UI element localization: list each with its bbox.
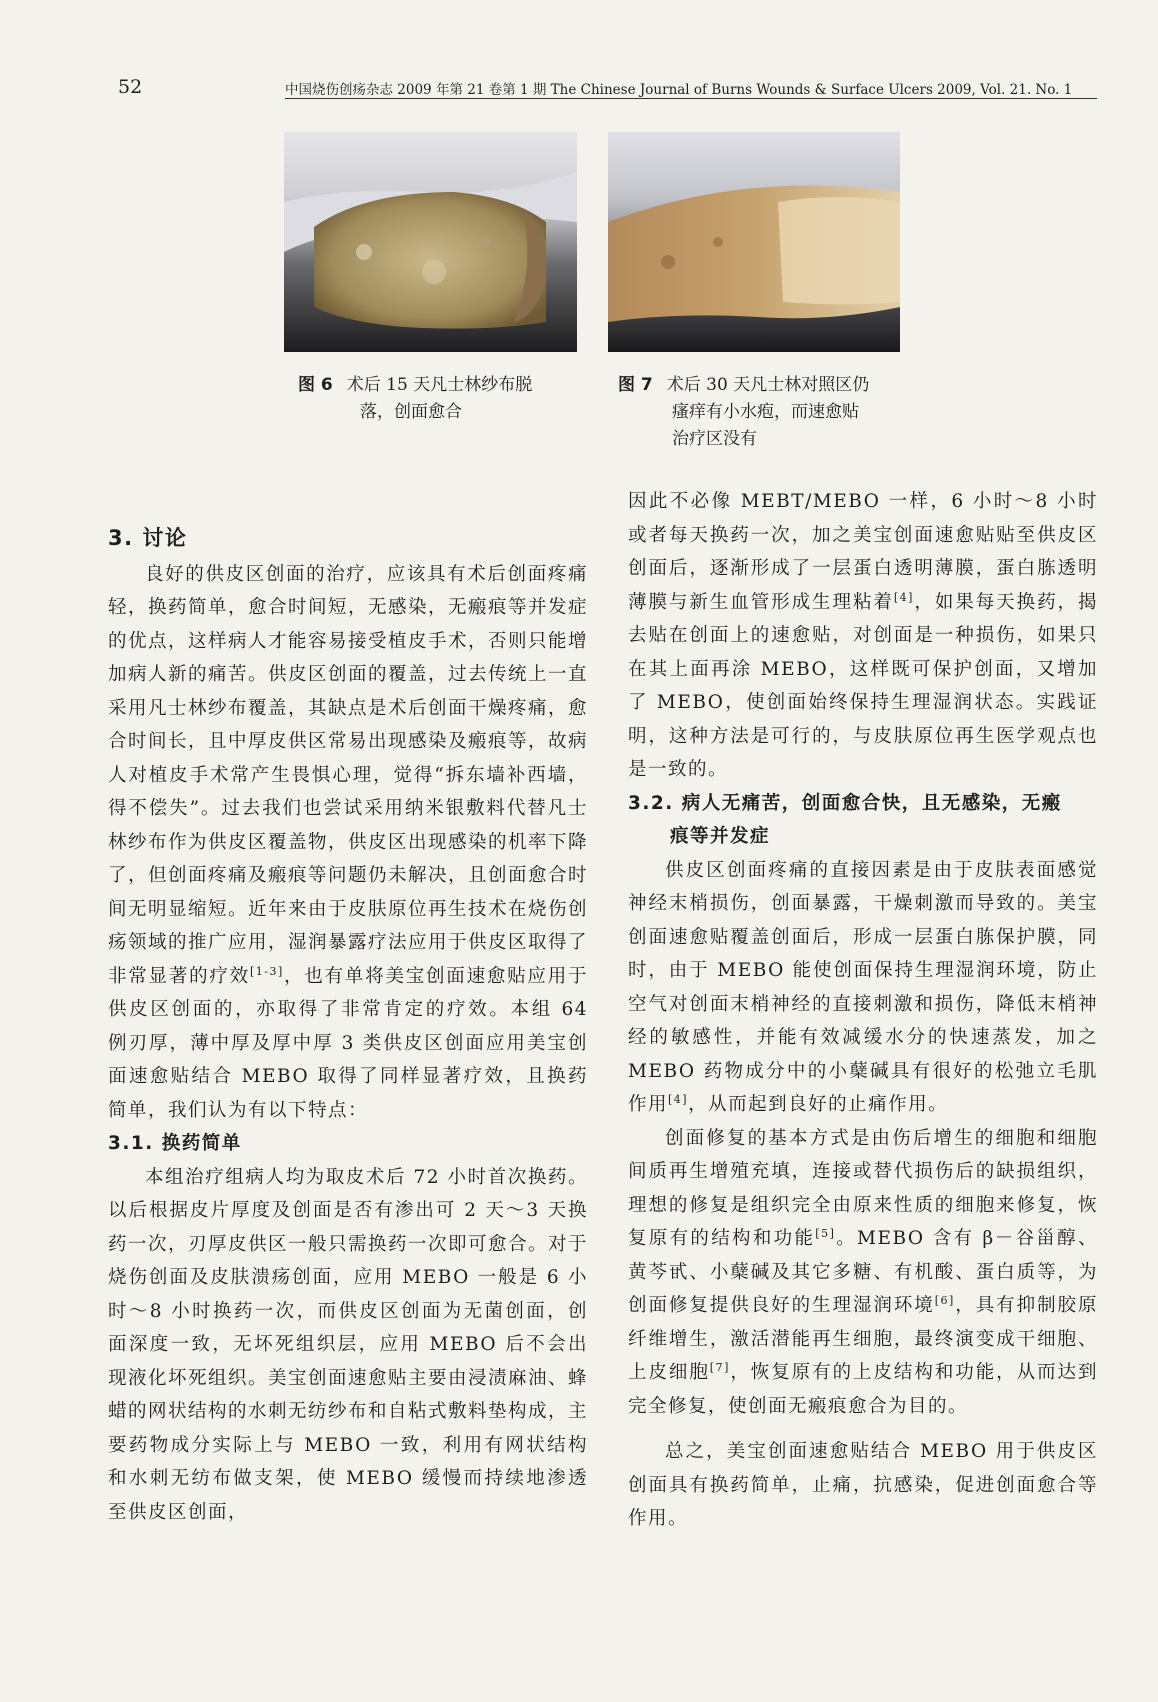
figure-7-photo [608,132,900,352]
figure-6-caption [298,372,608,426]
running-header: 中国烧伤创疡杂志 2009 年第 21 卷第 1 期 The Chinese Journal of Burns Wounds & Surface Ulcers 2009, Vol. 21. No. 1 [285,82,1073,98]
figure-6-caption-line2: 落，创面愈合 [360,402,462,422]
figure-7-caption-line3: 治疗区没有 [672,429,757,449]
figure-7-caption-line1: 术后 30 天凡士林对照区仍 [666,375,870,395]
subsection-3-1-continued: 因此不必像 MEBT/MEBO 一样，6 小时～8 小时或者每天换药一次，加之美宝创面速愈贴贴至供皮区创面后，逐渐形成了一层蛋白透明薄膜，蛋白胨透明薄膜与新生血管形成生理粘着[4]，如果每天换药，揭去贴在创面上的速愈贴，对创面是一种损伤，如果只在其上面再涂 MEBO，这样既可保护创面，又增加了 MEBO，使创面始终保持生理湿润状态。实践证明，这种方法是可行的，与皮肤原位再生医学观点也是一致的。 [628,491,1098,780]
citation-5: [5] [815,1226,836,1240]
right-column [628,485,1098,1536]
conclusion-paragraph: 总之，美宝创面速愈贴结合 MEBO 用于供皮区创面具有换药简单，止痛，抗感染，促进创面愈合等作用。 [628,1441,1098,1529]
section-heading-discussion: 3. 讨论 [108,526,188,550]
subsection-3-2-paragraph-1: 供皮区创面疼痛的直接因素是由于皮肤表面感觉神经末梢损伤，创面暴露，干燥刺激而导致的。美宝创面速愈贴覆盖创面后，形成一层蛋白胨保护膜，同时，由于 MEBO 能使创面保持生理湿润环境，防止空气对创面末梢神经的直接刺激和损伤，降低末梢神经的敏感性，并能有效减缓水分的快速蒸发，加之 MEBO 药物成分中的小蘖碱具有很好的松弛立毛肌作用[4]，从而起到良好的止痛作用。 [628,859,1098,1115]
citation-1-3: [1-3] [249,964,284,978]
subsection-heading-3-2-line1: 3.2. 病人无痛苦，创面愈合快，且无感染，无瘢 [628,792,1062,814]
citation-6: [6] [934,1293,955,1307]
header-rule [285,98,1097,99]
subsection-heading-3-2 [628,787,1098,854]
subsection-3-1-paragraph: 本组治疗组病人均为取皮术后 72 小时首次换药。以后根据皮片厚度及创面是否有渗出可 2 天～3 天换药一次，刃厚皮供区一般只需换药一次即可愈合。对于烧伤创面及皮肤溃疡创面，应用 MEBO 一般是 6 小时～8 小时换药一次，而供皮区创面为无菌创面，创面深度一致，无坏死组织层，应用 MEBO 后不会出现液化坏死组织。美宝创面速愈贴主要由浸渍麻油、蜂蜡的网状结构的水刺无纺纱布和自粘式敷料垫构成，主要药物成分实际上与 MEBO 一致，利用有网状结构和水刺无纺布做支架，使 MEBO 缓慢而持续地渗透至供皮区创面， [108,1166,589,1523]
figure-7-caption [618,372,918,453]
citation-4b: [4] [668,1092,689,1106]
figure-6-photo [284,132,577,352]
figure-7-label: 图 7 [618,375,653,395]
page-number: 52 [118,76,143,98]
figure-7-caption-line2: 瘙痒有小水疱，而速愈贴 [672,402,859,422]
subsection-heading-3-2-line2: 痕等并发症 [670,826,771,847]
subsection-heading-3-1: 3.1. 换药简单 [108,1133,242,1154]
left-column [108,522,588,1529]
figure-6-caption-line1: 术后 15 天凡士林纱布脱 [346,375,533,395]
figure-6-label: 图 6 [298,375,333,395]
citation-7: [7] [709,1360,730,1374]
discussion-paragraph-1: 良好的供皮区创面的治疗，应该具有术后创面疼痛轻，换药简单，愈合时间短，无感染，无瘢痕等并发症的优点，这样病人才能容易接受植皮手术，否则只能增加病人新的痛苦。供皮区创面的覆盖，过去传统上一直采用凡士林纱布覆盖，其缺点是术后创面干燥疼痛，愈合时间长，且中厚皮供区常易出现感染及瘢痕等，故病人对植皮手术常产生畏惧心理，觉得“拆东墙补西墙，得不偿失”。过去我们也尝试采用纳米银敷料代替凡士林纱布作为供皮区覆盖物，供皮区出现感染的机率下降了，但创面疼痛及瘢痕等问题仍未解决，且创面愈合时间无明显缩短。近年来由于皮肤原位再生技术在烧伤创疡领域的推广应用，湿润暴露疗法应用于供皮区取得了非常显著的疗效[1-3]，也有单将美宝创面速愈贴应用于供皮区创面的，亦取得了非常肯定的疗效。本组 64 例刃厚，薄中厚及厚中厚 3 类供皮区创面应用美宝创面速愈贴结合 MEBO 取得了同样显著疗效，且换药简单，我们认为有以下特点： [108,563,589,1121]
citation-4: [4] [893,590,914,604]
subsection-3-2-paragraph-2: 创面修复的基本方式是由伤后增生的细胞和细胞间质再生增殖充填，连接或替代损伤后的缺损组织，理想的修复是组织完全由原来性质的细胞来修复，恢复原有的结构和功能[5]。MEBO 含有 β－谷甾醇、黄芩甙、小蘖碱及其它多糖、有机酸、蛋白质等，为创面修复提供良好的生理湿润环境[6]，具有抑制胶原纤维增生，激活潜能再生细胞，最终演变成干细胞、上皮细胞[7]，恢复原有的上皮结构和功能，从而达到完全修复，使创面无瘢痕愈合为目的。 [628,1127,1098,1417]
